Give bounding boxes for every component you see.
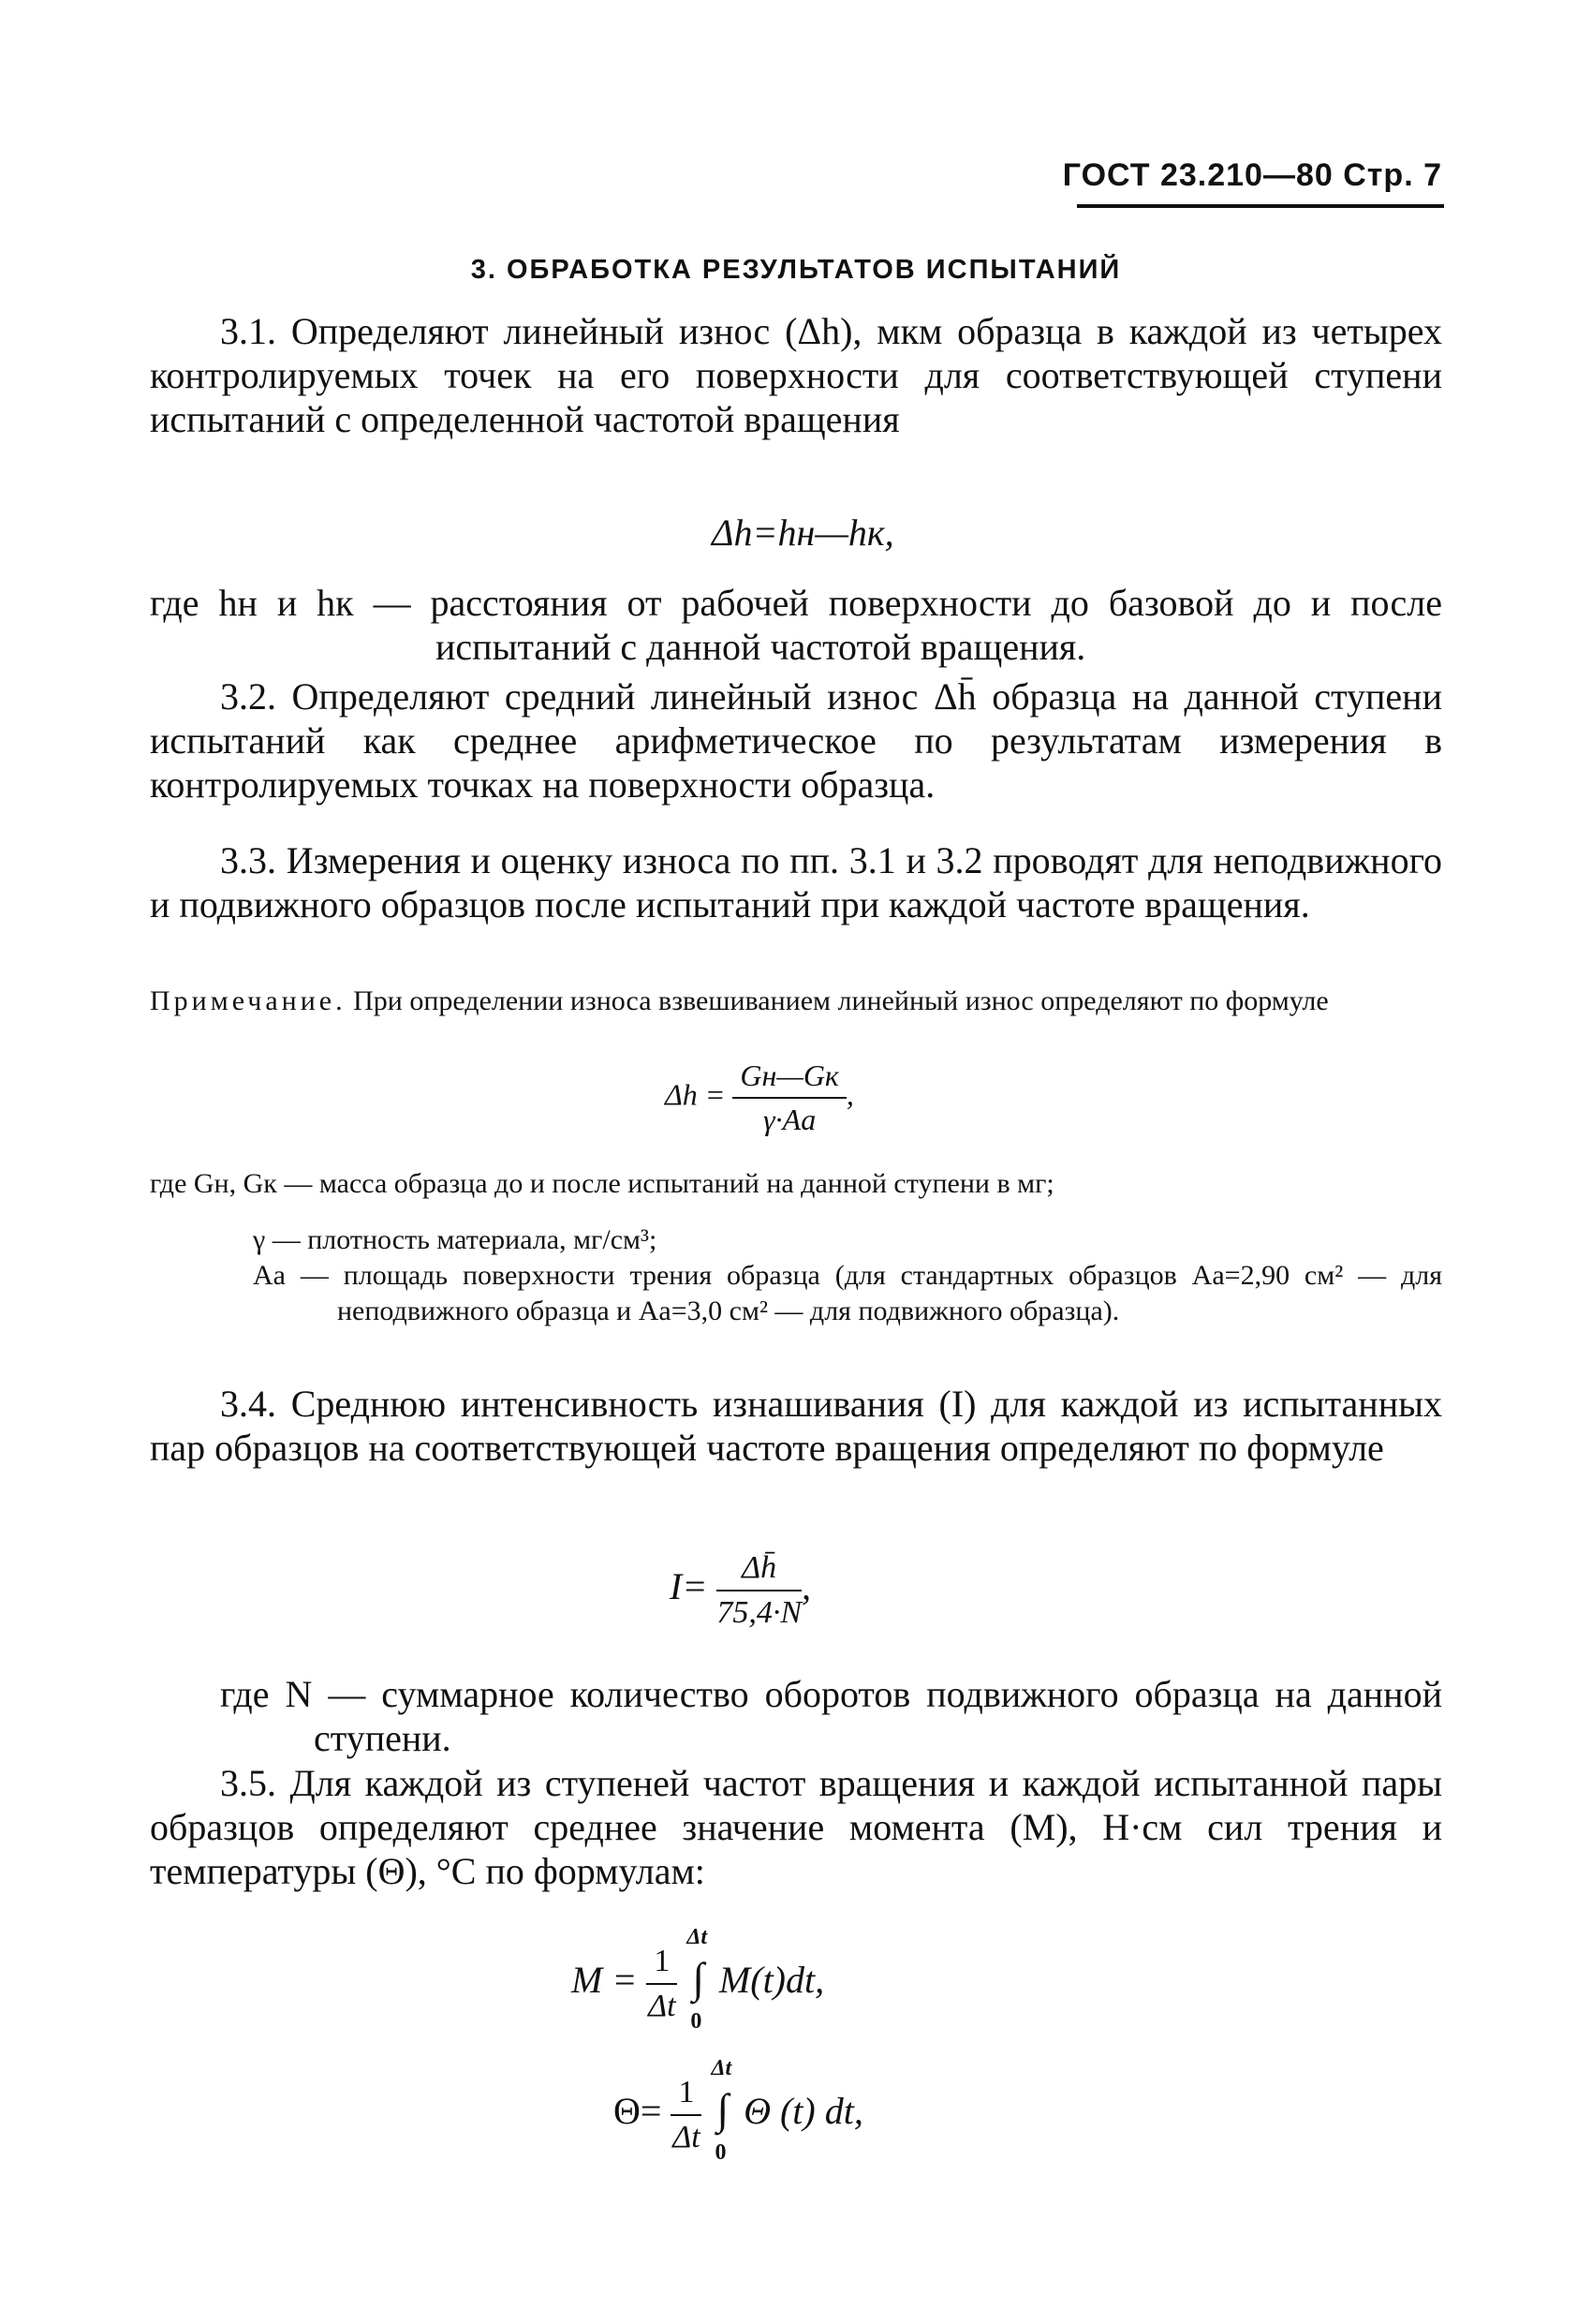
fraction: [671, 2075, 701, 2155]
where-text: где N — суммарное количество оборотов подвижного образца на данной ступени.: [220, 1673, 1442, 1759]
section-title: 3. ОБРАБОТКА РЕЗУЛЬТАТОВ ИСПЫТАНИЙ: [470, 255, 1122, 285]
note-label: Примечание.: [150, 985, 346, 1016]
numerator: Gн—Gк: [732, 1058, 847, 1099]
note-where-2: γ — плотность материала, мг/см³;: [253, 1224, 657, 1255]
fraction: [732, 1058, 847, 1137]
where-lead: где hн и hк —: [150, 582, 431, 624]
denominator: 75,4·N: [716, 1595, 802, 1630]
note-where-3: Aа — площадь поверхности трения образца (для стандартных образцов Aа=2,90 см² — для неподвижного образца и Aа=3,0 см² — для подвижного образца).: [253, 1260, 1442, 1326]
paragraph-3-4-where: [150, 1672, 1442, 1760]
fraction: [716, 1550, 802, 1631]
formula-tail: ,: [846, 1077, 854, 1112]
paragraph-3-4: 3.4. Среднюю интенсивность изнашивания (I) для каждой из испытанных пар образцов на соответствующей частоте вращения определяют по формуле: [150, 1383, 1442, 1469]
formula-mass-wear: [665, 1058, 854, 1137]
formula-temperature: [613, 2056, 863, 2166]
formula-lhs: Θ=: [613, 2090, 662, 2133]
fraction: [646, 1944, 677, 2024]
integral-lower: 0: [715, 2140, 727, 2166]
paragraph-3-1: 3.1. Определяют линейный износ (Δh), мкм образца в каждой из четырех контролируемых точек на его поверхности для соответствующей ступени испытаний с определенной частотой вращения: [150, 310, 1442, 440]
paragraph-3-5: 3.5. Для каждой из ступеней частот вращения и каждой испытанной пары образцов определяют среднее значение момента (M), Н·см сил трения и температуры (Θ), °С по формулам:: [150, 1762, 1442, 1892]
formula-lhs: Δh =: [665, 1077, 726, 1112]
formula-moment: [571, 1925, 825, 2035]
note-block: [150, 984, 1442, 1019]
paragraph-3-3: 3.3. Измерения и оценку износа по пп. 3.1 и 3.2 проводят для неподвижного и подвижного образцов после испытаний при каждой частоте вращения.: [150, 839, 1442, 925]
numerator: Δh̄: [716, 1550, 802, 1591]
integral-icon: ∫ Δt 0: [686, 1925, 708, 2035]
numerator: 1: [671, 2075, 701, 2116]
numerator: 1: [646, 1944, 677, 1985]
denominator: γ·Aа: [763, 1103, 817, 1136]
integral-lower: 0: [690, 2009, 702, 2035]
formula-lhs: M =: [571, 1959, 638, 2002]
integrand: M(t)dt,: [718, 1959, 825, 2002]
paragraph-3-1-where: [150, 581, 1442, 669]
integrand: Θ (t) dt,: [744, 2090, 863, 2133]
formula-delta-h: Δh=hн—hк,: [712, 511, 894, 554]
formula-intensity: [670, 1550, 811, 1631]
denominator: Δt: [672, 2120, 700, 2154]
integral-upper: Δt: [686, 1925, 708, 1950]
note-where-1: где Gн, Gк — масса образца до и после испытаний на данной ступени в мг;: [150, 1168, 1054, 1199]
header-rule: [1077, 204, 1444, 208]
note-text: При определении износа взвешиванием линейный износ определяют по формуле: [353, 985, 1329, 1016]
paragraph-3-2: 3.2. Определяют средний линейный износ Δh̄ образца на данной ступени испытаний как среднее арифметическое по результатам измерения в контролируемых точках на поверхности образца.: [150, 675, 1442, 806]
denominator: Δt: [648, 1989, 676, 2023]
integral-icon: ∫ Δt 0: [711, 2056, 732, 2166]
integral-upper: Δt: [711, 2056, 732, 2081]
formula-tail: ,: [802, 1565, 811, 1608]
where-text: расстояния от рабочей поверхности до базовой до и после испытаний с данной частотой вращения.: [430, 582, 1443, 668]
page-header: ГОСТ 23.210—80 Стр. 7: [1062, 157, 1442, 193]
formula-lhs: I=: [670, 1565, 708, 1608]
